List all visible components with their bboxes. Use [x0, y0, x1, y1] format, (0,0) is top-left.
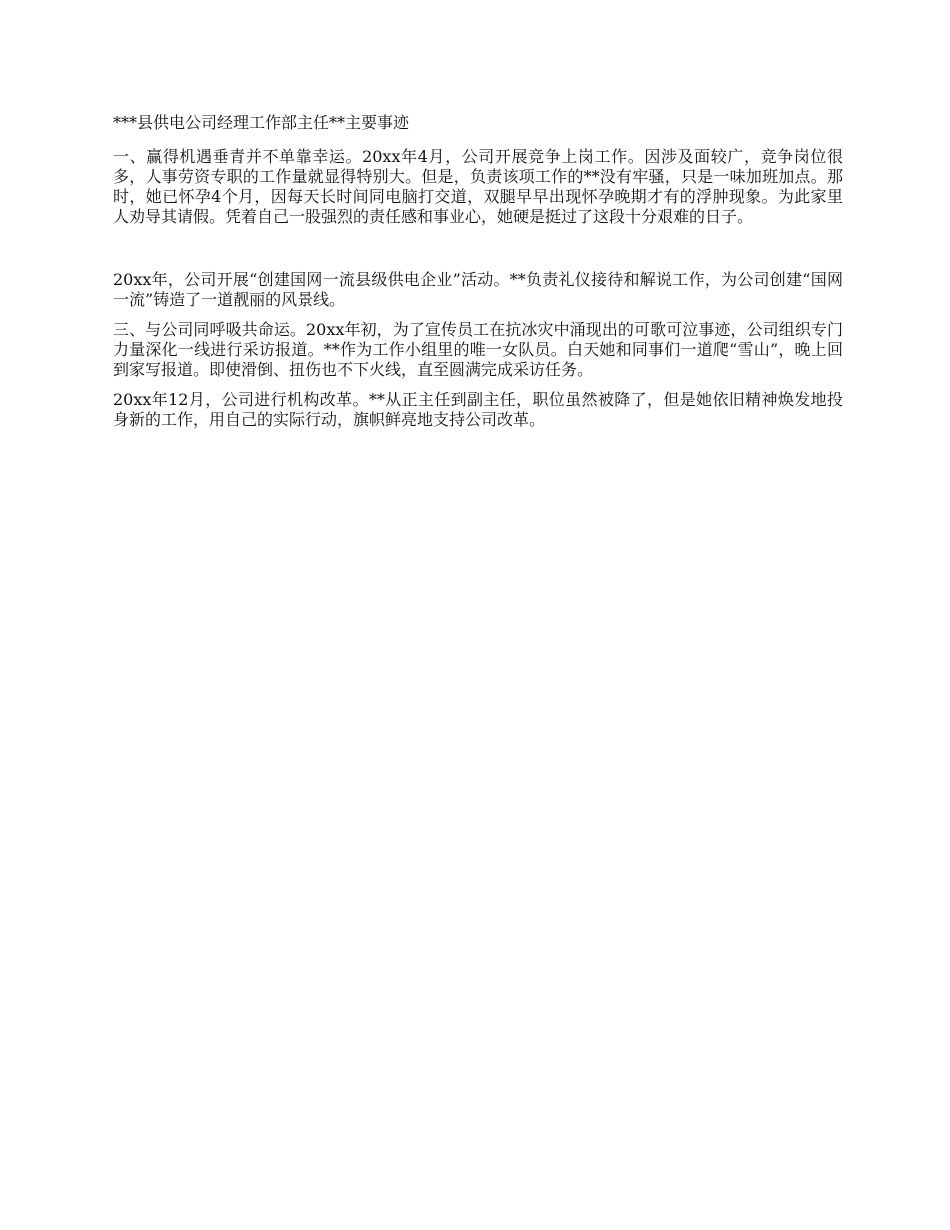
- paragraph-ice-disaster: 三、与公司同呼吸共命运。20xx年初，为了宣传员工在抗冰灾中涌现出的可歌可泣事迹，公司组织专门力量深化一线进行采访报道。**作为工作小组里的唯一女队员。白天她和同事们一道爬“雪山”，晚上回到家写报道。即使滑倒、扭伤也不下火线，直至圆满完成采访任务。: [113, 320, 843, 379]
- document-page: [113, 110, 843, 440]
- paragraph-reform: 20xx年12月，公司进行机构改革。**从正主任到副主任，职位虽然被降了，但是她依旧精神焕发地投身新的工作，用自己的实际行动，旗帜鲜亮地支持公司改革。: [113, 390, 843, 429]
- document-title: ***县供电公司经理工作部主任**主要事迹: [113, 113, 410, 132]
- blank-gap: [113, 237, 843, 270]
- paragraph-opportunity: 一、赢得机遇垂青并不单靠幸运。20xx年4月，公司开展竞争上岗工作。因涉及面较广，竞争岗位很多，人事劳资专职的工作量就显得特别大。但是，负责该项工作的**没有牢骚，只是一味加班加点。那时，她已怀孕4个月，因每天长时间同电脑打交道，双腿早早出现怀孕晚期才有的浮肿现象。为此家里人劝导其请假。凭着自己一股强烈的责任感和事业心，她硬是挺过了这段十分艰难的日子。: [113, 147, 843, 226]
- paragraph-etiquette: 20xx年，公司开展“创建国网一流县级供电企业”活动。**负责礼仪接待和解说工作，为公司创建“国网一流”铸造了一道靓丽的风景线。: [113, 270, 843, 309]
